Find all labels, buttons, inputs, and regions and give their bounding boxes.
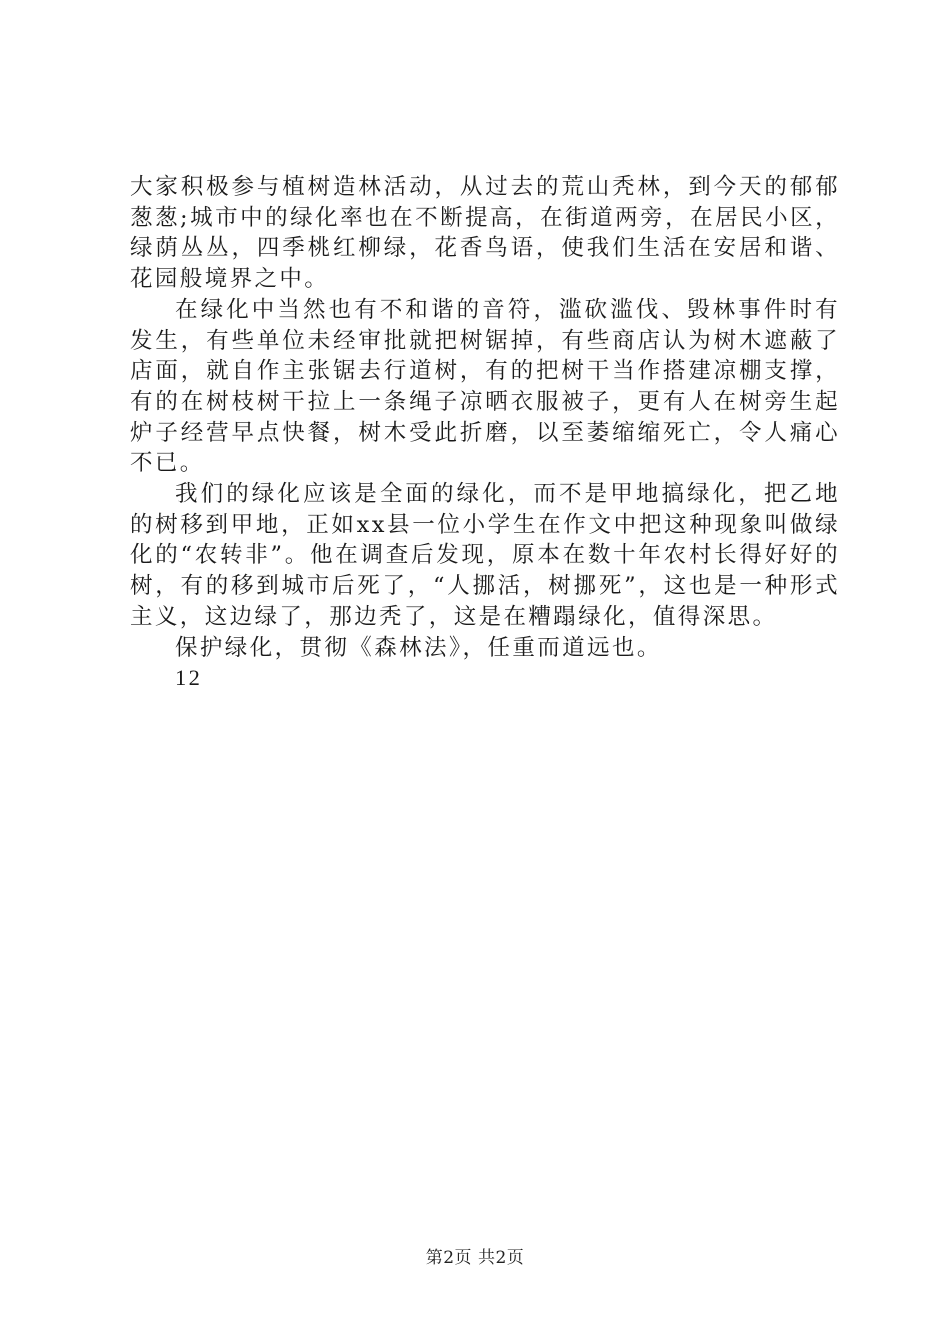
paragraph-comprehensive-greening: 我们的绿化应该是全面的绿化，而不是甲地搞绿化，把乙地的树移到甲地，正如xx县一位小学生在作文中把这种现象叫做绿化的“农转非”。他在调查后发现，原本在数十年农村长得好好的树，有的移到城市后死了，“人挪活，树挪死”，这也是一种形式主义，这边绿了，那边秃了，这是在糟蹋绿化，值得深思。: [130, 481, 840, 630]
paragraph-continuation: 大家积极参与植树造林活动，从过去的荒山秃林，到今天的郁郁葱葱;城市中的绿化率也在不断提高，在街道两旁，在居民小区，绿荫丛丛，四季桃红柳绿，花香鸟语，使我们生活在安居和谐、花园般境界之中。: [130, 174, 840, 293]
page-counter: 第2页 共2页: [425, 1248, 525, 1268]
paragraph-conclusion: 保护绿化，贯彻《森林法》，任重而道远也。: [175, 634, 662, 661]
paragraph-deforestation: 在绿化中当然也有不和谐的音符，滥砍滥伐、毁林事件时有发生，有些单位未经审批就把树锯掉，有些商店认为树木遮蔽了店面，就自作主张锯去行道树，有的把树干当作搭建凉棚支撑，有的在树枝树干拉上一条绳子凉晒衣服被子，更有人在树旁生起炉子经营早点快餐，树木受此折磨，以至萎缩缩死亡，令人痛心不已。: [130, 296, 840, 477]
trailing-number: 12: [175, 665, 203, 691]
page-footer: [0, 1243, 950, 1268]
document-body: [130, 172, 840, 694]
